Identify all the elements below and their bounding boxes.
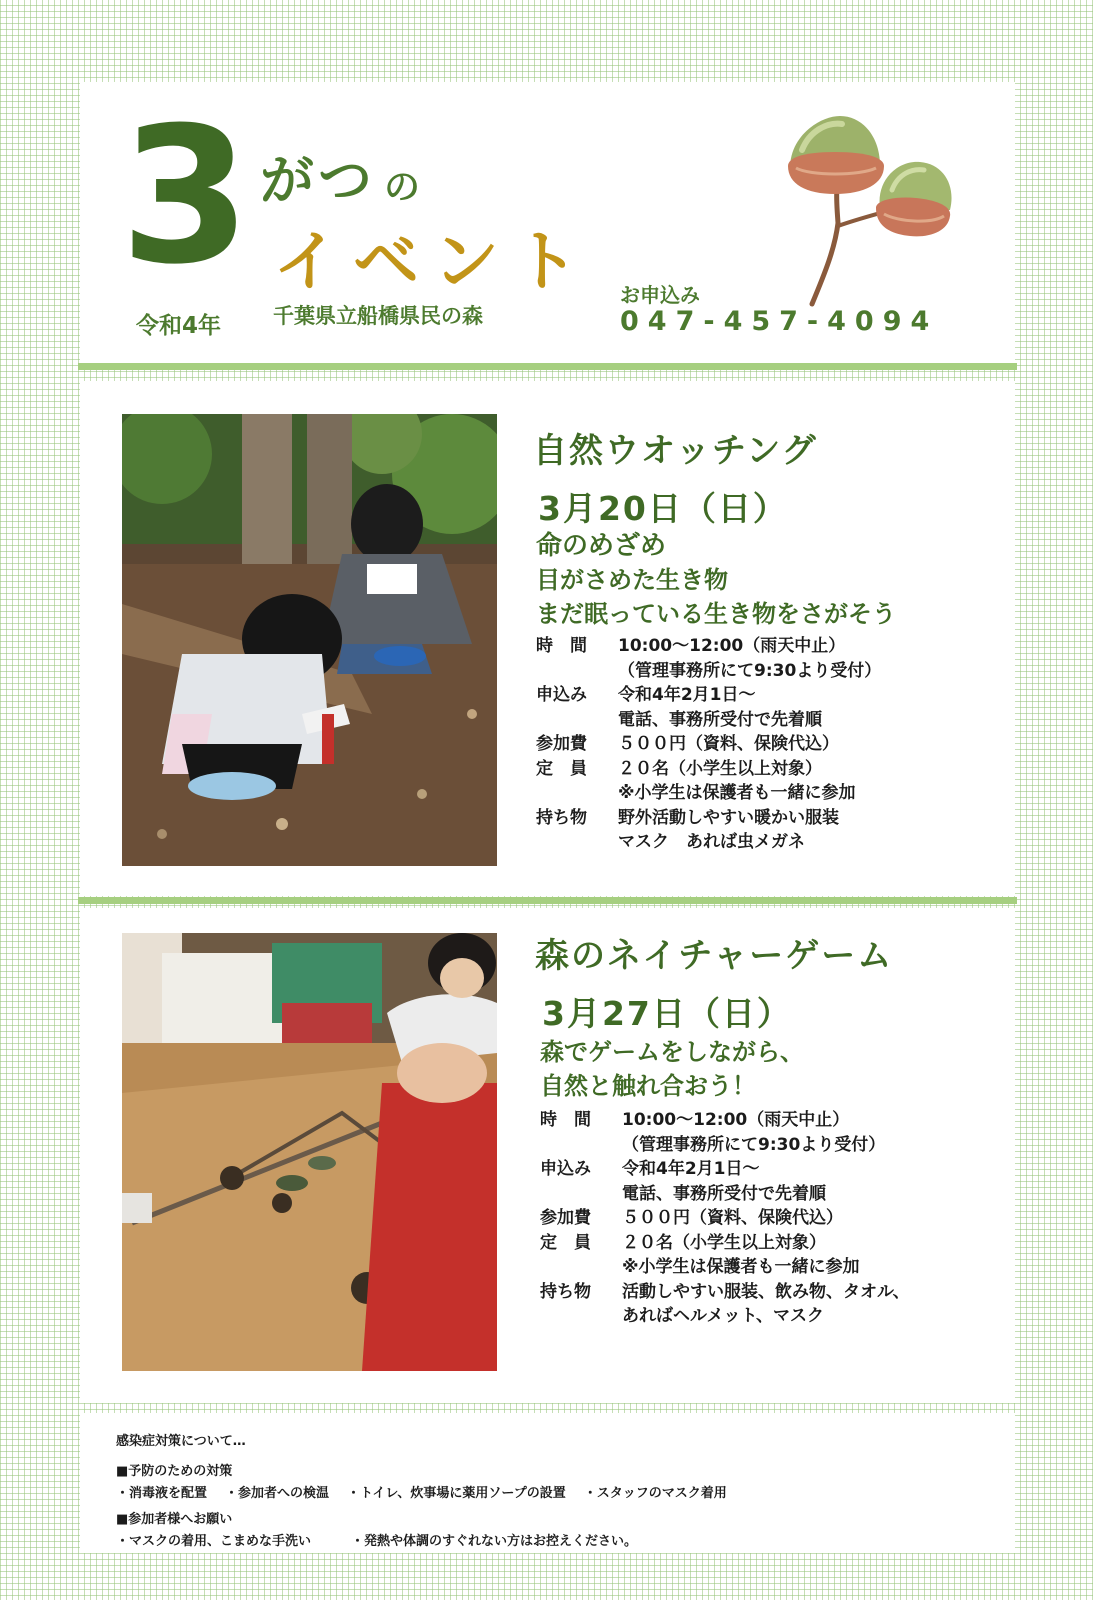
belongings-label: 持ち物: [540, 1281, 591, 1302]
acorn-illustration: [780, 108, 1020, 308]
capacity-label: 定 員: [540, 1232, 591, 1253]
time-label: 時 間: [540, 1110, 591, 1130]
event-photo-children-forest: [122, 414, 497, 866]
gatsu-text: がつ: [260, 149, 376, 212]
event-1-desc-line: 目がさめた生き物: [536, 566, 728, 594]
belongings-value: 野外活動しやすい暖かい服装: [618, 807, 839, 828]
apply-period-value: 令和4年2月1日〜: [618, 685, 756, 705]
apply-period-value: 令和4年2月1日〜: [622, 1159, 760, 1179]
prevention-item: ・参加者への検温: [225, 1486, 330, 1501]
belongings-label: 持ち物: [536, 807, 587, 828]
capacity-value: ２０名（小学生以上対象）: [618, 758, 822, 779]
fee-label: 参加費: [536, 734, 587, 754]
capacity-note: ※小学生は保護者も一緒に参加: [622, 1257, 860, 1277]
event-2-date: 3月27日（日）: [542, 994, 792, 1033]
event-2-title: 森のネイチャーゲーム: [535, 936, 894, 976]
capacity-label: 定 員: [536, 758, 587, 779]
header-panel: [80, 82, 1015, 370]
event-2-description: [540, 1035, 804, 1103]
belongings-value: 活動しやすい服装、飲み物、タオル、: [622, 1281, 910, 1302]
event-heading: イベント: [273, 223, 593, 300]
no-text: の: [384, 167, 425, 208]
request-list: [116, 1530, 637, 1549]
prevention-list: [116, 1482, 727, 1501]
event-1-description: [536, 529, 896, 631]
apply-period-label: 申込み: [536, 685, 587, 705]
event-2-desc-line: 森でゲームをしながら、: [540, 1038, 804, 1066]
prevention-heading: ■予防のための対策: [116, 1464, 233, 1479]
divider-line: [78, 897, 1017, 904]
month-numeral: 3: [120, 87, 251, 306]
event-2-desc-line: 自然と触れ合おう！: [540, 1072, 756, 1100]
apply-label: お申込み: [620, 283, 700, 307]
event-section-1: [80, 381, 1015, 896]
apply-period-label: 申込み: [540, 1159, 591, 1179]
prevention-item: ・スタッフのマスク着用: [583, 1486, 727, 1501]
notice-heading: 感染症対策について…: [116, 1434, 246, 1449]
belongings-note: あればヘルメット、マスク: [622, 1306, 824, 1326]
apply-note: 電話、事務所受付で先着順: [618, 709, 822, 730]
infection-notice: [80, 1413, 1015, 1553]
time-label: 時 間: [536, 636, 587, 656]
event-1-date: 3月20日（日）: [538, 489, 788, 528]
phone-number: 047-457-4094: [620, 306, 939, 337]
belongings-note: マスク あれば虫メガネ: [618, 832, 805, 852]
prevention-item: ・トイレ、炊事場に薬用ソープの設置: [347, 1486, 566, 1501]
fee-value: ５００円（資料、保険代込）: [622, 1208, 843, 1228]
request-item: ・発熱や体調のすぐれない方はお控えください。: [351, 1534, 638, 1549]
event-1-desc-line: 命のめざめ: [536, 531, 667, 561]
event-2-details: [540, 1108, 910, 1329]
time-value: 10:00〜12:00（雨天中止）: [618, 636, 846, 656]
time-note: （管理事務所にて9:30より受付）: [622, 1134, 886, 1155]
capacity-note: ※小学生は保護者も一緒に参加: [618, 783, 856, 803]
request-item: ・マスクの着用、こまめな手洗い: [116, 1534, 312, 1549]
prevention-item: ・消毒液を配置: [116, 1486, 208, 1501]
apply-note: 電話、事務所受付で先着順: [622, 1183, 826, 1204]
event-1-desc-line: まだ眠っている生き物をさがそう: [536, 600, 896, 628]
month-suffix: [260, 138, 424, 215]
era-year: 令和4年: [136, 313, 222, 339]
divider-line: [78, 363, 1017, 370]
event-1-details: [536, 634, 881, 855]
venue-name: 千葉県立船橋県民の森: [273, 304, 483, 328]
event-photo-nature-game: [122, 933, 497, 1371]
capacity-value: ２０名（小学生以上対象）: [622, 1232, 826, 1253]
fee-label: 参加費: [540, 1208, 591, 1228]
event-1-title: 自然ウオッチング: [533, 431, 818, 471]
request-heading: ■参加者様へお願い: [116, 1512, 233, 1527]
event-section-2: [80, 908, 1015, 1403]
time-value: 10:00〜12:00（雨天中止）: [622, 1110, 850, 1130]
time-note: （管理事務所にて9:30より受付）: [618, 660, 882, 681]
fee-value: ５００円（資料、保険代込）: [618, 734, 839, 754]
